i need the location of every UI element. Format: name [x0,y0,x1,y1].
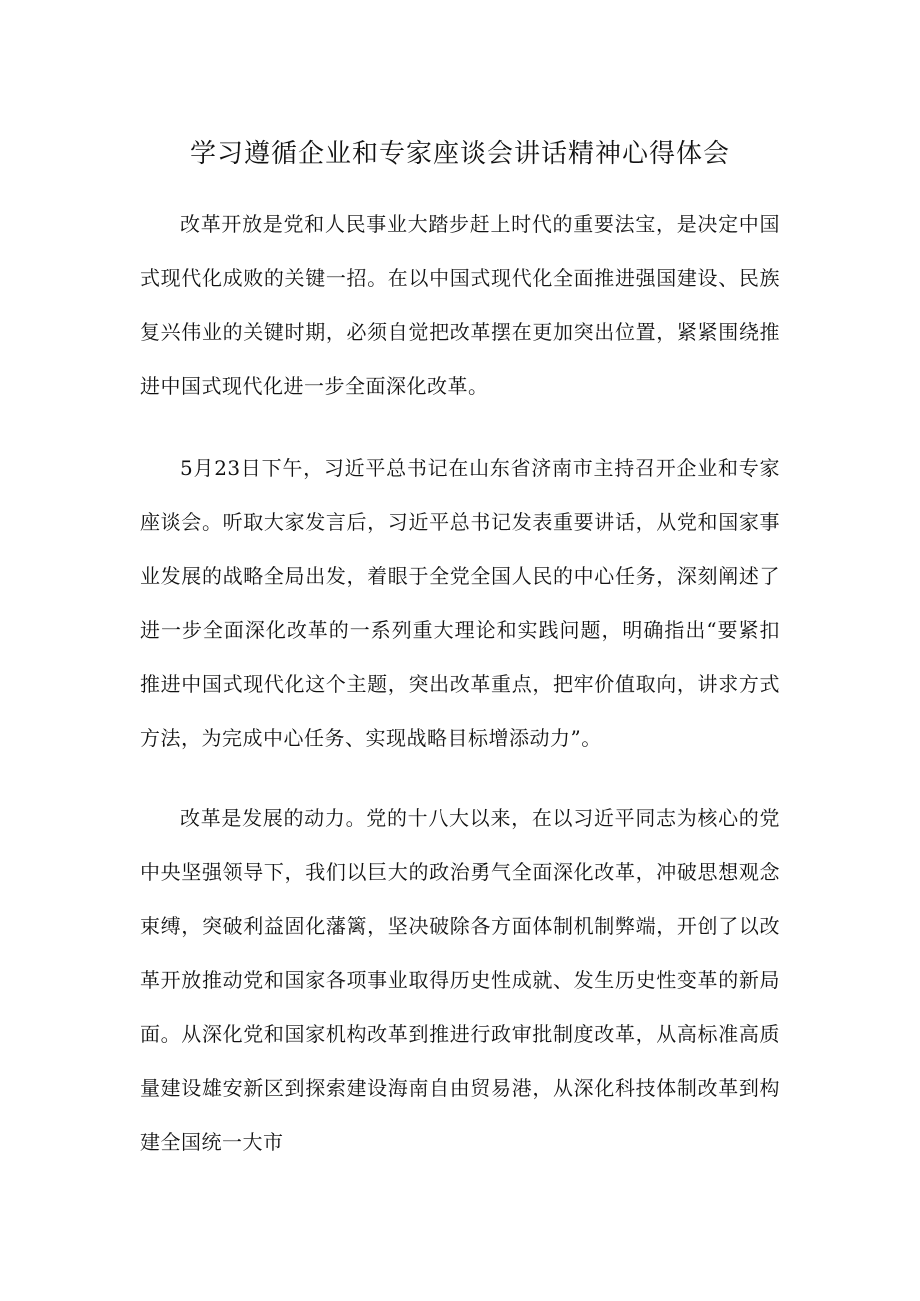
paragraph-1: 改革开放是党和人民事业大踏步赶上时代的重要法宝，是决定中国式现代化成败的关键一招。在以中国式现代化全面推进强国建设、民族复兴伟业的关键时期，必须自觉把改革摆在更加突出位置，紧紧围绕推进中国式现代化进一步全面深化改革。 [140,212,780,398]
document-title: 学习遵循企业和专家座谈会讲话精神心得体会 [189,139,730,169]
paragraph-3: 改革是发展的动力。党的十八大以来，在以习近平同志为核心的党中央坚强领导下，我们以巨大的政治勇气全面深化改革，冲破思想观念束缚，突破利益固化藩篱，坚决破除各方面体制机制弊端，开创了以改革开放推动党和国家各项事业取得历史性成就、发生历史性变革的新局面。从深化党和国家机构改革到推进行政审批制度改革，从高标准高质量建设雄安新区到探索建设海南自由贸易港，从深化科技体制改革到构建全国统一大市 [140,806,780,1154]
paragraph-2: 5月23日下午，习近平总书记在山东省济南市主持召开企业和专家座谈会。听取大家发言后，习近平总书记发表重要讲话，从党和国家事业发展的战略全局出发，着眼于全党全国人民的中心任务，深刻阐述了进一步全面深化改革的一系列重大理论和实践问题，明确指出“要紧扣推进中国式现代化这个主题，突出改革重点，把牢价值取向，讲求方式方法，为完成中心任务、实现战略目标增添动力”。 [140,456,780,750]
